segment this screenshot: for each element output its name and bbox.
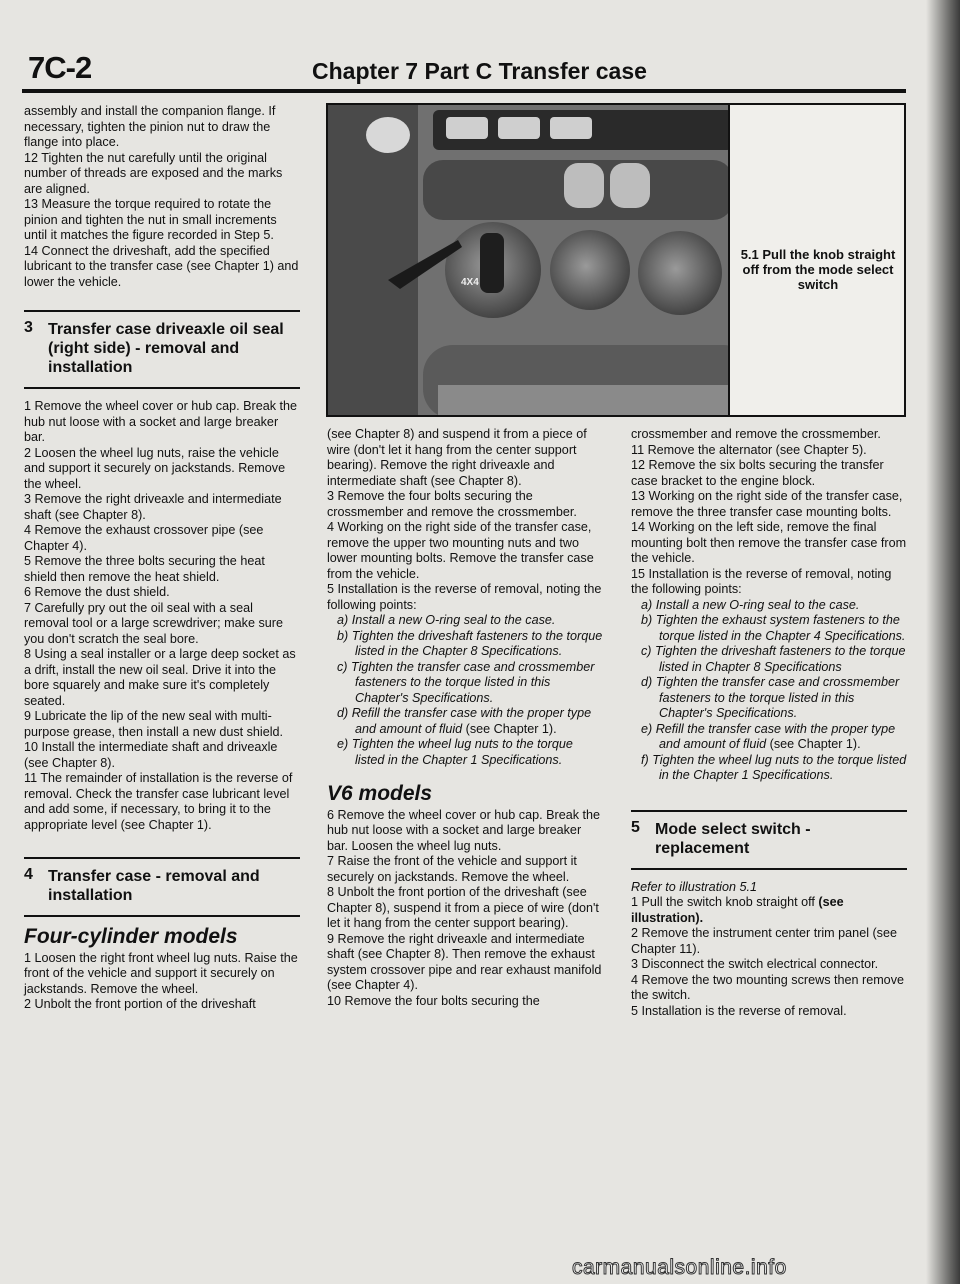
paragraph: 8 Unbolt the front portion of the driveshaft (see Chapter 8), suspend it from a piece of wire (don't let it hang from the center support bearing).	[327, 885, 599, 930]
paragraph: 3 Remove the right driveaxle and intermediate shaft (see Chapter 8).	[24, 492, 282, 522]
paragraph: 14 Working on the left side, remove the final mounting bolt then remove the transfer case from the vehicle.	[631, 520, 907, 565]
list-text-regular: (see Chapter 1).	[465, 721, 557, 736]
step-text: 1 Pull the switch knob straight off	[631, 895, 815, 909]
paragraph: 2 Unbolt the front portion of the driveshaft	[24, 997, 256, 1011]
list-marker: c)	[337, 659, 348, 674]
paragraph: 12 Remove the six bolts securing the transfer case bracket to the engine block.	[631, 458, 884, 488]
column-3	[631, 427, 907, 1019]
paragraph: 7 Carefully pry out the oil seal with a seal removal tool or a large screwdriver; make sure you don't scratch the seal bore.	[24, 600, 283, 646]
column-1	[24, 104, 300, 1013]
paragraph: 2 Remove the instrument center trim panel (see Chapter 11).	[631, 926, 897, 956]
section-3-heading	[24, 310, 300, 389]
list-item	[631, 644, 907, 675]
section-title: Transfer case - removal and installation	[48, 868, 260, 904]
paragraph: 9 Remove the right driveaxle and intermediate shaft (see Chapter 8). Then remove the exhaust system crossover pipe and rear exhaust manifold (see Chapter 4).	[327, 931, 602, 992]
section-number: 3	[24, 319, 33, 336]
paragraph: 11 The remainder of installation is the reverse of removal. Check the transfer case lubricant level and add some, if necessary, to bring it to the appropriate level (see Chapter 1).	[24, 771, 293, 832]
paragraph: 12 Tighten the nut carefully until the original number of threads are exposed and the marks are aligned.	[24, 150, 283, 196]
list-marker: b)	[337, 628, 349, 643]
watermark: carmanualsonline.info	[572, 1256, 787, 1279]
section-5-heading	[631, 810, 907, 870]
list-marker: d)	[641, 675, 653, 689]
paragraph: 4 Remove the two mounting screws then remove the switch.	[631, 972, 904, 1002]
paragraph: 13 Working on the right side of the transfer case, remove the three transfer case mounting bolts.	[631, 489, 903, 519]
list-text: Install a new O-ring seal to the case.	[351, 613, 556, 627]
paragraph: 9 Lubricate the lip of the new seal with multi-purpose grease, then install a new dust shield.	[24, 709, 284, 739]
paragraph: 5 Installation is the reverse of removal, noting the following points:	[327, 582, 602, 612]
column-2	[327, 427, 603, 1009]
subheading: V6 models	[327, 782, 433, 805]
paragraph: 6 Remove the wheel cover or hub cap. Break the hub nut loose with a socket and large breaker bar. Loosen the wheel lug nuts.	[327, 807, 601, 853]
list-text: Refill the transfer case with the proper type and amount of fluid	[655, 721, 896, 751]
section-title: Mode select switch - replacement	[655, 820, 811, 857]
paragraph: 6 Remove the dust shield.	[24, 585, 170, 599]
photo-caption-box	[728, 103, 906, 417]
header-rule	[22, 89, 906, 93]
list-item	[631, 613, 907, 644]
list-item	[631, 675, 907, 722]
list-text: Tighten the wheel lug nuts to the torque listed in the Chapter 1 Specifications.	[351, 737, 573, 767]
list-item	[631, 753, 907, 784]
paragraph: 13 Measure the torque required to rotate the pinion and tighten the nut in small increments until it matches the figure recorded in Step 5.	[24, 197, 277, 242]
paragraph: 7 Raise the front of the vehicle and support it securely on jackstands. Remove the wheel.	[327, 854, 577, 884]
paragraph	[631, 895, 907, 926]
paragraph: (see Chapter 8) and suspend it from a piece of wire (don't let it hang from the center support bearing). Remove the right driveaxle and intermediate shaft (see Chapter 8).	[327, 427, 587, 488]
chapter-title: Chapter 7 Part C Transfer case	[312, 58, 647, 84]
list-marker: b)	[641, 613, 653, 627]
paragraph: 5 Remove the three bolts securing the heat shield then remove the heat shield.	[24, 554, 265, 584]
list-text: Install a new O-ring seal to the case.	[655, 597, 860, 612]
list-text: Tighten the transfer case and crossmember fasteners to the torque listed in this Chapter's Specifications.	[351, 659, 595, 705]
subheading: Four-cylinder models	[24, 925, 238, 948]
paragraph: 1 Loosen the right front wheel lug nuts. Raise the front of the vehicle and support it securely on jackstands. Remove the wheel.	[24, 950, 298, 996]
paragraph: 3 Disconnect the switch electrical connector.	[631, 957, 879, 971]
paragraph: 5 Installation is the reverse of removal.	[631, 1003, 847, 1018]
paragraph: 10 Remove the four bolts securing the	[327, 993, 540, 1008]
page-number: 7C-2	[28, 50, 92, 85]
paragraph: 14 Connect the driveshaft, add the specified lubricant to the transfer case (see Chapter 1) and lower the vehicle.	[24, 243, 299, 289]
illustration-reference: Refer to illustration 5.1	[631, 879, 757, 894]
list-item	[327, 660, 603, 707]
step-reference: (see illustration).	[631, 895, 844, 925]
section-number: 5	[631, 818, 640, 836]
paragraph: 15 Installation is the reverse of removal, noting the following points:	[631, 566, 892, 596]
paragraph: 11 Remove the alternator (see Chapter 5).	[631, 442, 867, 457]
paragraph: assembly and install the companion flange. If necessary, tighten the pinion nut to draw the flange into place.	[24, 104, 276, 149]
list-item	[327, 706, 603, 737]
list-item	[631, 598, 907, 614]
list-text: Tighten the transfer case and crossmember fasteners to the torque listed in this Chapter's Specifications.	[655, 675, 900, 720]
list-item	[327, 629, 603, 660]
list-marker: e)	[337, 737, 349, 751]
paragraph: crossmember and remove the crossmember.	[631, 427, 881, 441]
photo-caption: 5.1 Pull the knob straight off from the mode select switch	[740, 247, 896, 292]
list-item	[327, 613, 603, 629]
list-text: Tighten the wheel lug nuts to the torque listed in the Chapter 1 Specifications.	[652, 752, 907, 782]
knob-label: 4X4	[461, 277, 479, 288]
paragraph: 4 Remove the exhaust crossover pipe (see Chapter 4).	[24, 523, 264, 553]
list-marker: e)	[641, 721, 653, 736]
page-edge-shadow	[926, 0, 960, 1284]
list-marker: c)	[641, 644, 652, 658]
paragraph: 3 Remove the four bolts securing the crossmember and remove the crossmember.	[327, 489, 577, 519]
section-4-heading	[24, 857, 300, 917]
list-text: Refill the transfer case with the proper type and amount of fluid	[351, 706, 592, 736]
section-title: Transfer case driveaxle oil seal (right side) - removal and installation	[48, 321, 284, 376]
paragraph: 2 Loosen the wheel lug nuts, raise the vehicle and support it securely on jackstands. Remove the wheel.	[24, 445, 286, 491]
section-number: 4	[24, 866, 33, 883]
list-text: Tighten the driveshaft fasteners to the torque listed in Chapter 8 Specifications	[655, 644, 906, 674]
list-text: Tighten the driveshaft fasteners to the torque listed in the Chapter 8 Specifications.	[351, 628, 603, 658]
list-marker: a)	[641, 597, 653, 612]
list-item	[327, 737, 603, 768]
list-text: Tighten the exhaust system fasteners to the torque listed in the Chapter 4 Specifications.	[655, 613, 906, 643]
paragraph: 1 Remove the wheel cover or hub cap. Break the hub nut loose with a socket and large breaker bar.	[24, 399, 298, 444]
list-item	[631, 722, 907, 753]
paragraph: 4 Working on the right side of the transfer case, remove the upper two mounting nuts and two lower mounting bolts. Remove the transfer case from the vehicle.	[327, 520, 594, 581]
list-marker: d)	[337, 706, 349, 720]
paragraph: 8 Using a seal installer or a large deep socket as a drift, install the new oil seal. Drive it into the bore squarely and make sure it's completely seated.	[24, 647, 296, 708]
paragraph: 10 Install the intermediate shaft and driveaxle (see Chapter 8).	[24, 740, 278, 770]
list-marker: f)	[641, 752, 649, 767]
list-text-regular: (see Chapter 1).	[769, 737, 861, 751]
list-marker: a)	[337, 613, 349, 627]
